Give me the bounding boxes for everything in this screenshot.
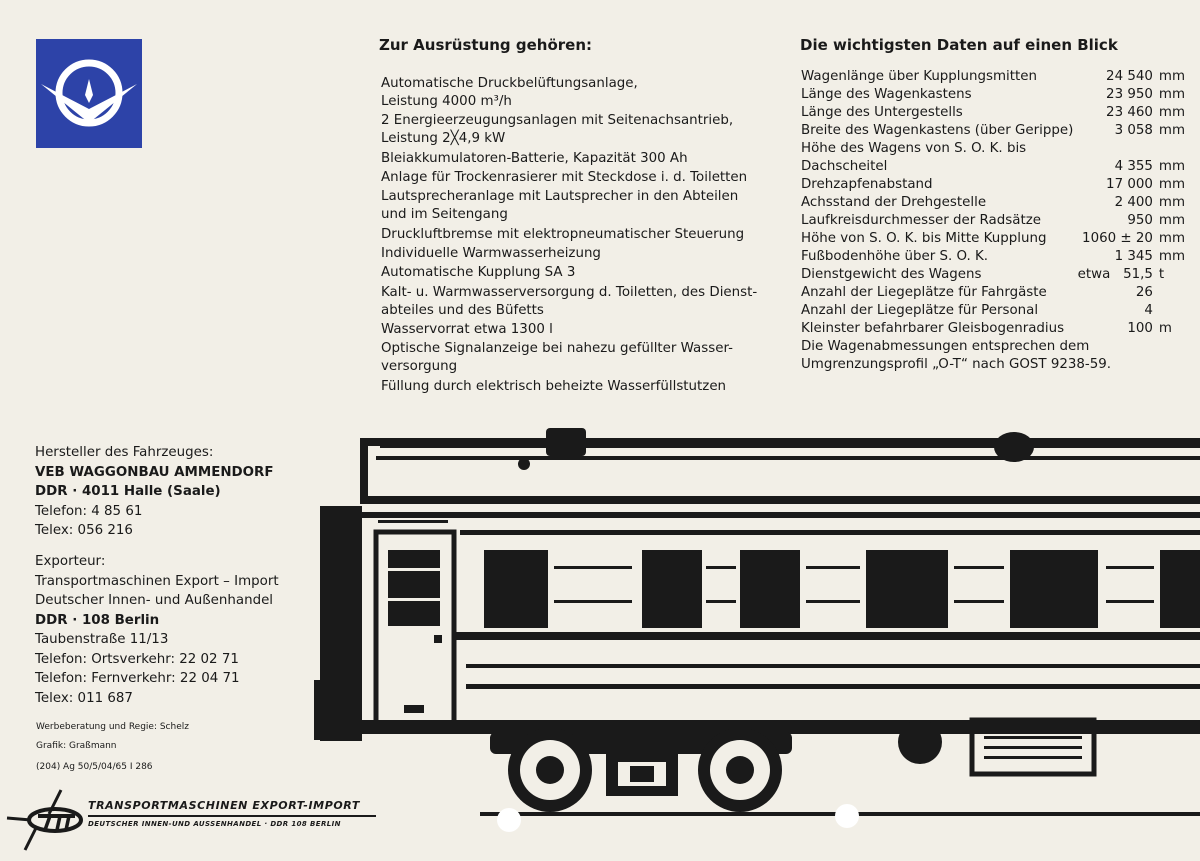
data-label	[801, 194, 1077, 212]
equipment-item	[381, 169, 765, 187]
equipment-item-line: versorgung	[381, 359, 458, 375]
data-value: 100	[1127, 321, 1153, 336]
equipment-item	[381, 321, 765, 339]
data-row	[801, 194, 1185, 212]
data-label	[801, 248, 1077, 266]
data-value: 23 460	[1106, 105, 1153, 120]
data-note: Umgrenzungsprofil „O-T“ nach GOST 9238-59.	[801, 357, 1112, 372]
data-unit: mm	[1158, 87, 1185, 102]
equipment-item-line: Anlage für Trockenrasierer mit Steckdose i. d. Toiletten	[381, 170, 748, 186]
data-note-row	[801, 356, 1185, 374]
data-heading: Die wichtigsten Daten auf einen Blick	[800, 36, 1118, 54]
equipment-item-line: Leistung 2╳4,9 kW	[381, 131, 506, 147]
data-row	[801, 140, 1185, 176]
credit-graphics: Grafik: Graßmann	[36, 741, 117, 751]
data-label-line: Länge des Untergestells	[801, 105, 963, 120]
data-unit: m	[1158, 321, 1172, 336]
data-value: 4 355	[1114, 159, 1153, 174]
print-code: (204) Ag 50/5/04/65 I 286	[36, 762, 153, 772]
data-unit: mm	[1158, 177, 1185, 192]
data-unit: mm	[1158, 105, 1185, 120]
exporter-phone-local: Telefon: Ortsverkehr: 22 02 71	[35, 651, 239, 667]
data-value: 1060 ± 20	[1082, 231, 1153, 246]
data-value: 3 058	[1114, 123, 1153, 138]
data-unit: mm	[1158, 123, 1185, 138]
equipment-item	[381, 284, 765, 320]
equipment-item-line: Füllung durch elektrisch beheizte Wasserfüllstutzen	[381, 378, 727, 394]
data-unit	[1159, 302, 1185, 320]
footer-subtitle: DEUTSCHER INNEN-UND AUSSENHANDEL · DDR 108 BERLIN	[88, 820, 341, 828]
equipment-item-line: Lautsprecheranlage mit Lautsprecher in den Abteilen	[381, 189, 739, 205]
data-unit: mm	[1158, 195, 1185, 210]
data-row	[801, 320, 1185, 338]
data-row	[801, 122, 1185, 140]
data-row	[801, 212, 1185, 230]
data-label-line: Höhe von S. O. K. bis Mitte Kupplung	[801, 231, 1047, 246]
data-value: 17 000	[1106, 177, 1153, 192]
data-value: 1 345	[1114, 249, 1153, 264]
equipment-item-line: Automatische Kupplung SA 3	[381, 265, 576, 281]
equipment-item-line: Kalt- u. Warmwasserversorgung d. Toiletten, des Dienst-	[381, 284, 758, 300]
equipment-item	[381, 150, 765, 168]
punch-hole	[497, 808, 521, 832]
equipment-item-line: 2 Energieerzeugungsanlagen mit Seitenachsantrieb,	[381, 113, 734, 129]
manufacturer-label: Hersteller des Fahrzeuges:	[35, 445, 214, 460]
equipment-item	[381, 245, 765, 263]
data-value: 23 950	[1106, 87, 1153, 102]
data-label-line: Wagenlänge über Kupplungsmitten	[801, 69, 1037, 84]
wing-star-logo-icon	[36, 39, 142, 148]
data-value: 950	[1127, 213, 1153, 228]
data-label-line: Breite des Wagenkastens (über Gerippe)	[801, 123, 1074, 138]
equipment-item-line: Leistung 4000 m³/h	[381, 94, 512, 110]
exporter-trade: Deutscher Innen- und Außenhandel	[35, 593, 274, 608]
data-label	[801, 86, 1077, 104]
equipment-item-line: und im Seitengang	[381, 207, 508, 223]
data-label	[801, 68, 1077, 86]
data-label-line: Laufkreisdurchmesser der Radsätze	[801, 213, 1041, 228]
data-row	[801, 104, 1185, 122]
data-row	[801, 266, 1185, 284]
data-label	[801, 266, 1077, 284]
data-label	[801, 104, 1077, 122]
data-label-line: Achsstand der Drehgestelle	[801, 195, 987, 210]
equipment-item	[381, 188, 765, 224]
sleeping-car-illustration	[300, 420, 1200, 857]
exporter-label: Exporteur:	[35, 554, 106, 569]
data-row	[801, 248, 1185, 266]
data-unit	[1159, 284, 1185, 302]
data-unit: mm	[1158, 249, 1185, 264]
data-label	[801, 140, 1077, 176]
data-value: 26	[1135, 285, 1153, 300]
data-unit: mm	[1158, 159, 1185, 174]
data-label-line: Drehzapfenabstand	[801, 177, 933, 192]
data-label	[801, 302, 1077, 320]
equipment-item-line: Bleiakkumulatoren-Batterie, Kapazität 300 Ah	[381, 150, 688, 166]
data-row	[801, 86, 1185, 104]
data-value: 2 400	[1114, 195, 1153, 210]
data-value: 24 540	[1106, 69, 1153, 84]
equipment-item	[381, 378, 765, 396]
manufacturer-telex: Telex: 056 216	[35, 523, 133, 538]
data-note-row	[801, 338, 1185, 356]
equipment-heading: Zur Ausrüstung gehören:	[379, 36, 593, 54]
technical-data-table	[801, 68, 1185, 374]
data-label-line: Länge des Wagenkastens	[801, 87, 972, 102]
exporter-phone-long: Telefon: Fernverkehr: 22 04 71	[35, 671, 240, 686]
data-row	[801, 68, 1185, 86]
footer-title: TRANSPORTMASCHINEN EXPORT-IMPORT	[88, 799, 360, 812]
data-label-line: Anzahl der Liegeplätze für Fahrgäste	[801, 285, 1047, 300]
equipment-item	[381, 340, 765, 376]
manufacturer-city: DDR · 4011 Halle (Saale)	[35, 484, 221, 499]
exporter-name: Transportmaschinen Export – Import	[35, 573, 279, 589]
equipment-item-line: Automatische Druckbelüftungsanlage,	[381, 76, 638, 91]
manufacturer-block	[35, 443, 274, 541]
equipment-item	[381, 75, 765, 111]
data-label	[801, 176, 1077, 194]
equipment-item	[381, 112, 765, 148]
data-value: 4	[1144, 303, 1153, 318]
tm-company-logo-icon	[5, 788, 85, 852]
data-row	[801, 176, 1185, 194]
exporter-telex: Telex: 011 687	[35, 690, 133, 706]
equipment-item-line: abteiles und des Büfetts	[381, 302, 544, 318]
data-label-line: Anzahl der Liegeplätze für Personal	[801, 303, 1039, 318]
data-row	[801, 230, 1185, 248]
data-label	[801, 320, 1077, 338]
data-unit: mm	[1158, 213, 1185, 228]
data-label	[801, 230, 1077, 248]
exporter-block	[35, 552, 279, 708]
exporter-street: Taubenstraße 11/13	[35, 632, 169, 647]
equipment-item-line: Optische Signalanzeige bei nahezu gefüllter Wasser-	[381, 341, 733, 357]
data-label	[801, 212, 1077, 230]
data-unit: mm	[1158, 69, 1185, 84]
data-label-line: Höhe des Wagens von S. O. K. bis	[801, 141, 1027, 156]
data-value: etwa 51,5	[1077, 267, 1153, 282]
exporter-city: DDR · 108 Berlin	[35, 612, 160, 628]
data-label	[801, 122, 1077, 140]
manufacturer-phone: Telefon: 4 85 61	[35, 503, 143, 519]
data-unit: mm	[1158, 231, 1185, 246]
data-unit: t	[1158, 267, 1165, 282]
data-label	[801, 284, 1077, 302]
data-row	[801, 302, 1185, 320]
data-label-line: Dienstgewicht des Wagens	[801, 267, 982, 282]
equipment-item-line: Wasservorrat etwa 1300 l	[381, 321, 553, 337]
data-note: Die Wagenabmessungen entsprechen dem	[801, 339, 1090, 354]
equipment-item	[381, 264, 765, 282]
data-label-line: Fußbodenhöhe über S. O. K.	[801, 249, 989, 264]
equipment-item-line: Individuelle Warmwasserheizung	[381, 245, 601, 261]
data-row	[801, 284, 1185, 302]
manufacturer-name: VEB WAGGONBAU AMMENDORF	[35, 464, 274, 480]
equipment-list	[381, 75, 765, 397]
equipment-item-line: Druckluftbremse mit elektropneumatischer Steuerung	[381, 226, 745, 242]
equipment-item	[381, 226, 765, 244]
credit-advertising: Werbeberatung und Regie: Schelz	[36, 722, 189, 732]
punch-hole	[835, 804, 859, 828]
data-label-line: Dachscheitel	[801, 159, 888, 174]
data-label-line: Kleinster befahrbarer Gleisbogenradius	[801, 321, 1065, 336]
